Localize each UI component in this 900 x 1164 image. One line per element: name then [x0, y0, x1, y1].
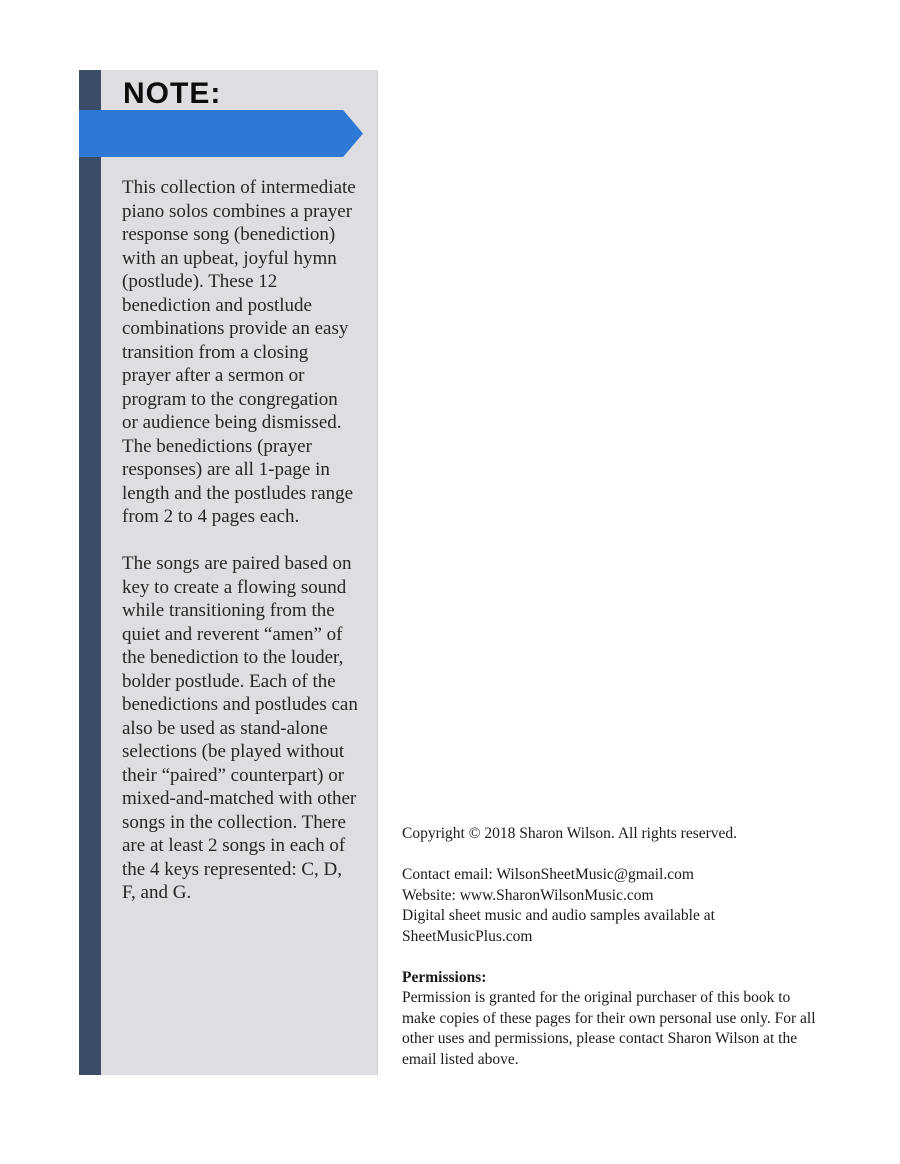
note-paragraph-1: This collection of intermediate piano solos combines a prayer response song (benediction) with an upbeat, joyful hymn (postlude). These 12 benediction and postlude combinations provide an easy transition from a closing prayer after a sermon or program to the congregation or audience being dismissed. The benedictions (prayer responses) are all 1-page in length and the postludes range from 2 to 4 pages each.	[122, 177, 356, 527]
note-title: NOTE:	[123, 77, 222, 110]
note-banner-arrow	[79, 110, 363, 157]
contact-block	[402, 865, 822, 947]
permissions-text: Permission is granted for the original purchaser of this book to make copies of these pages for their own personal use only. For all other uses and permissions, please contact Sharon Wilson at the email listed above.	[402, 989, 816, 1068]
note-paragraph-2: The songs are paired based on key to create a flowing sound while transitioning from the quiet and reverent “amen” of the benediction to the louder, bolder postlude. Each of the benedictions and postludes can also be used as stand-alone selections (be played without their “paired” counterpart) or mixed-and-matched with other songs in the collection. There are at least 2 songs in each of the 4 keys represented: C, D, F, and G.	[122, 553, 358, 903]
copyright-info	[402, 824, 822, 1091]
contact-email: Contact email: WilsonSheetMusic@gmail.com	[402, 866, 694, 883]
sidebar-stripe	[79, 70, 101, 1075]
note-body	[122, 176, 358, 928]
note-sidebar	[79, 70, 378, 1075]
website: Website: www.SharonWilsonMusic.com	[402, 886, 654, 904]
permissions-label: Permissions:	[402, 968, 487, 986]
permissions-block	[402, 968, 822, 1071]
digital-availability: Digital sheet music and audio samples available at SheetMusicPlus.com	[402, 907, 715, 945]
copyright-line: Copyright © 2018 Sharon Wilson. All rights reserved.	[402, 825, 738, 842]
